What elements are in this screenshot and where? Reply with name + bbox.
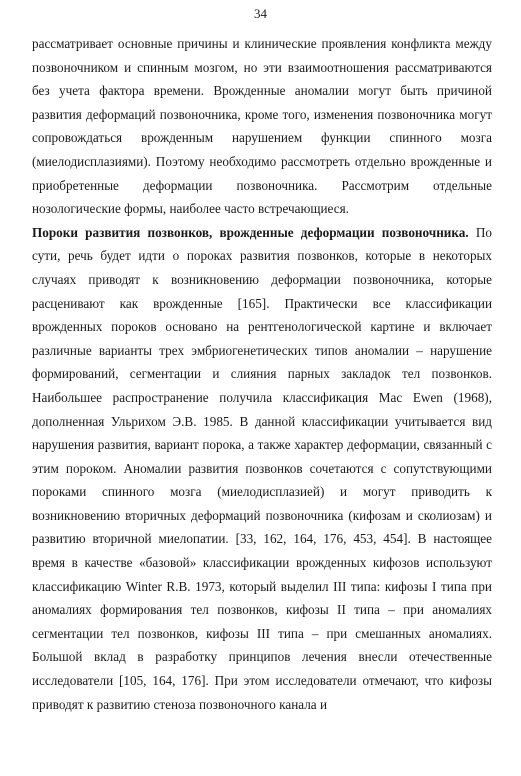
paragraph-body: По сути, речь будет идти о пороках развития позвонков, которые в некоторых случаях приводят к возникновению деформации позвоночника, которые расценивают как врожденные [165]. Практически все классификации врожденных пороков основано на рентгенологической картине и включает различные варианты трех эмбриогенетических типов аномалии – нарушение формирований, сегментации и слияния парных закладок тел позвонков. Наибольшее распространение получила классификация Mac Ewen (1968), дополненная Ульрихом Э.В. 1985. В данной классификации учитывается вид нарушения развития, вариант порока, а также характер деформации, связанный с этим пороком. Аномалии развития позвонков сочетаются с сопутствующими пороками спинного мозга (миелодисплазией) и могут приводить к возникновению вторичных деформаций позвоночника (кифозам и сколиозам) и развитию вторичной миелопатии. [33, 162, 164, 176, 453, 454]. В настоящее время в качестве «базовой» классификации врожденных кифозов используют классификацию Winter R.B. 1973, который выделил III типа: кифозы I типа при аномалиях формирования тел позвонков, кифозы II типа – при аномалиях сегментации тел позвонков, кифозы III типа – при смешанных аномалиях. Большой вклад в разработку принципов лечения внесли отечественные исследователи [105, 164, 176]. При этом исследователи отмечают, что кифозы приводят к развитию стеноза позвоночного канала и [32, 224, 492, 712]
paragraph-intro: рассматривает основные причины и клинические проявления конфликта между позвоночником и спинным мозгом, но эти взаимоотношения рассматриваются без учета фактора времени. Врожденные аномалии могут быть причиной развития деформаций позвоночника, кроме того, изменения позвоночника могут сопровождаться врожденным нарушением функции спинного мозга (миелодисплазиями). Поэтому необходимо рассмотреть отдельно врожденные и приобретенные деформации позвоночника. Рассмотрим отдельные нозологические формы, наиболее часто встречающиеся. [32, 36, 492, 217]
paragraph-congenital-anomalies [32, 221, 492, 716]
page-number: 34 [254, 6, 267, 21]
section-heading: Пороки развития позвонков, врожденные деформации позвоночника. [32, 224, 469, 240]
page-body [32, 32, 492, 716]
